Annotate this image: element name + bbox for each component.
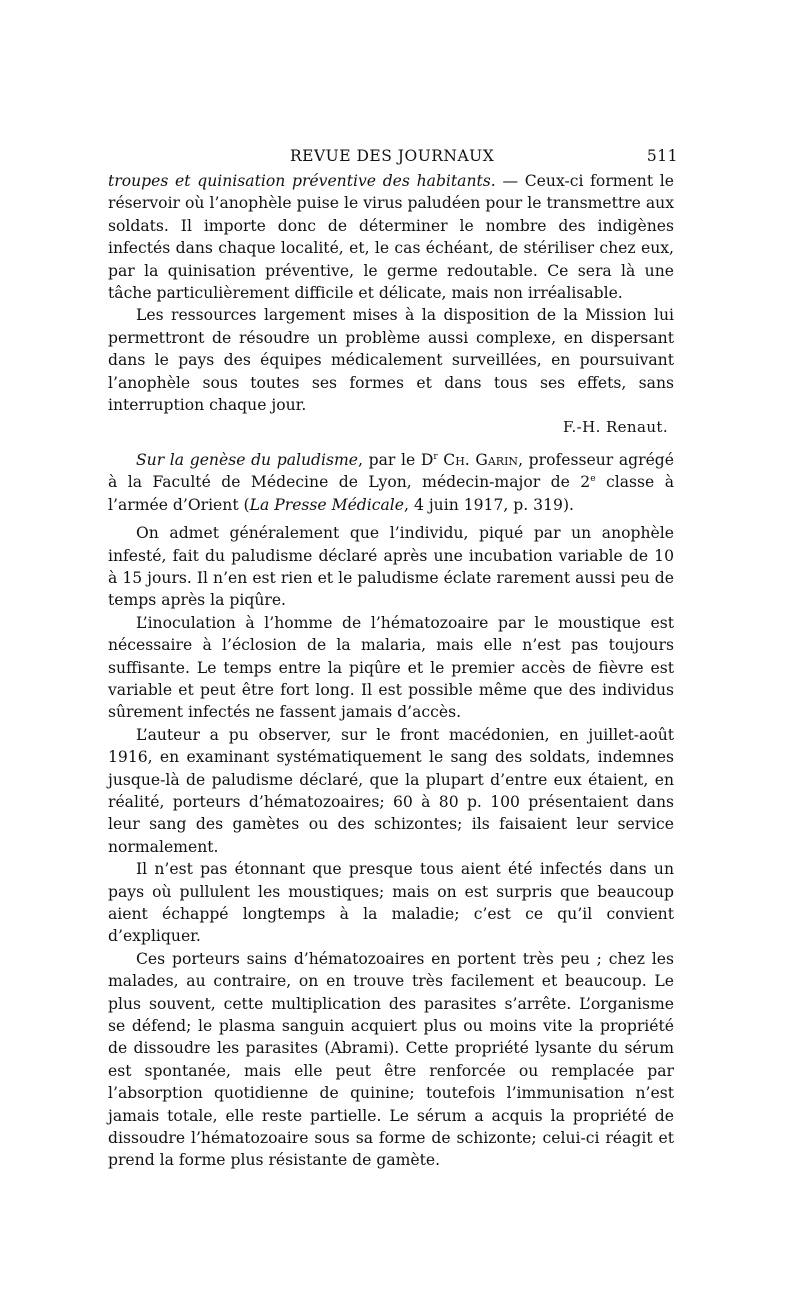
article2-journal: La Presse Médicale: [249, 495, 405, 514]
running-title: REVUE DES JOURNAUX: [290, 147, 495, 165]
page-number: 511: [646, 147, 678, 165]
article2-paragraph-5: Ces porteurs sains d’hématozoaires en portent très peu ; chez les malades, au contraire, on en trouve très facilement et beaucoup. Le plus souvent, cette multiplication des parasites s’arrête. L’organisme se défend; le plasma sanguin acquiert plus ou moins vite la propriété de dissoudre les parasites (Abrami). Cette propriété lysante du sérum est spontanée, mais elle peut être renforcée ou remplacée par l’absorption quotidienne de quinine; toutefois l’immunisation n’est jamais totale, elle reste partielle. Le sérum a acquis la propriété de dissoudre l’hématozoaire sous sa forme de schizonte; celui-ci réagit et prend la forme plus résistante de gamète.: [108, 949, 674, 1170]
article2-affiliation: , professeur agrégé à la Faculté de Médecine de Lyon, médecin-major de 2: [108, 450, 675, 492]
article2-paragraph-2: L’inoculation à l’homme de l’hématozoaire par le moustique est nécessaire à l’éclosion de la malaria, mais elle n’est pas toujours suffisante. Le temps entre la piqûre et le premier accès de fièvre est variable et peut être fort long. Il est possible même que des individus sûrement infectés ne fassent jamais d’accès.: [108, 613, 674, 722]
article2-reference: , 4 juin 1917, p. 319).: [404, 495, 574, 514]
article2-citation: [108, 449, 674, 516]
article2-class-superscript: e: [590, 474, 596, 485]
article1-paragraph-2: Les ressources largement mises à la disposition de la Mission lui permettront de résoudre un problème aussi complexe, en dispersant dans le pays des équipes médicalement surveillées, en poursuivant l’anophèle sous toutes ses formes et dans tous ses effets, sans interruption chaque jour.: [108, 306, 674, 415]
article1-continuation-paragraph: [108, 170, 674, 304]
article1-signature: F.-H. Renaut.: [563, 418, 668, 437]
article2-citation-by: , par le D: [358, 450, 434, 469]
book-page: [108, 140, 678, 1172]
article2-affiliation-end: classe à l’armée d’Orient (: [108, 473, 674, 514]
article2-author: Ch. Garin: [437, 450, 519, 469]
article1-opening-text: — Ceux-ci forment le réservoir où l’anophèle puise le virus paludéen pour le transmettre aux soldats. Il importe donc de déterminer le nombre des indigènes infectés dans chaque localité, et, le cas échéant, de stériliser chez eux, par la quinisation préventive, le germe redoutable. Ce sera là une tâche particulièrement difficile et délicate, mais non irréalisable.: [108, 172, 675, 303]
article2-dr-superscript: r: [433, 451, 438, 462]
article2-title: Sur la genèse du paludisme: [136, 450, 359, 469]
article2-paragraph-1: On admet généralement que l’individu, piqué par un anophèle infesté, fait du paludisme déclaré après une incubation variable de 10 à 15 jours. Il n’en est rien et le paludisme éclate rarement aussi peu de temps après la piqûre.: [108, 524, 674, 610]
article2-paragraph-3: L’auteur a pu observer, sur le front macédonien, en juillet-août 1916, en examinant systématiquement le sang des soldats, indemnes jusque-là de paludisme déclaré, que la plupart d’entre eux étaient, en réalité, porteurs d’hématozoaires; 60 à 80 p. 100 présentaient dans leur sang des gamètes ou des schizontes; ils faisaient leur service normalement.: [108, 725, 674, 856]
article2-paragraph-4: Il n’est pas étonnant que presque tous aient été infectés dans un pays où pullulent les moustiques; mais on est surpris que beaucoup aient échappé longtemps à la maladie; c’est ce qu’il convient d’expliquer.: [108, 860, 674, 946]
article1-italic-heading: troupes et quinisation préventive des habitants.: [108, 172, 496, 190]
running-head: [108, 140, 678, 170]
